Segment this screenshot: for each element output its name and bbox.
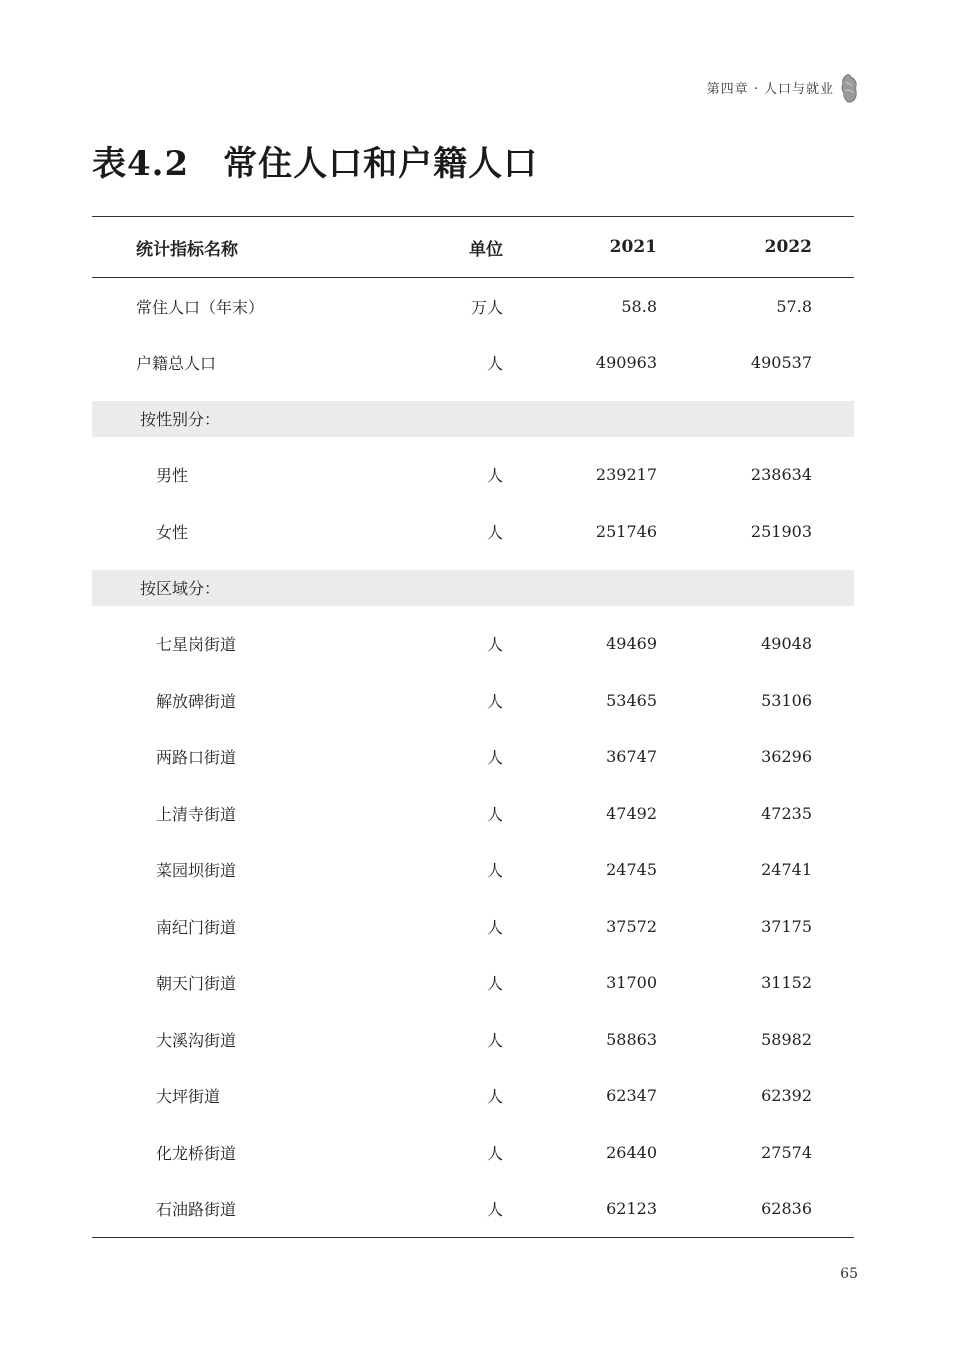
table-number: 表4.2 (92, 144, 190, 184)
cell-name: 大溪沟街道 (156, 1030, 237, 1050)
cell-unit: 人 (486, 861, 503, 881)
cell-unit: 人 (486, 691, 503, 711)
spacer-row (92, 437, 854, 447)
cell-unit: 人 (486, 466, 503, 486)
table-row (92, 334, 854, 391)
cell-2022: 27574 (761, 1142, 812, 1162)
table-title (92, 136, 538, 185)
spacer-row (92, 606, 854, 616)
cell-unit: 人 (486, 522, 503, 542)
cell-2021: 58.8 (621, 296, 657, 316)
cell-2021: 49469 (606, 634, 657, 654)
cell-name: 上清寺街道 (156, 804, 237, 824)
cell-name: 解放碑街道 (156, 691, 237, 711)
cell-2022: 490537 (750, 352, 812, 372)
cell-2021: 239217 (595, 465, 657, 485)
cell-2022: 238634 (750, 465, 812, 485)
cell-2022: 62392 (761, 1086, 812, 1106)
col-header-name: 统计指标名称 (92, 217, 442, 278)
cell-2022: 36296 (761, 747, 812, 767)
cell-name: 两路口街道 (156, 748, 237, 768)
cell-unit: 人 (486, 748, 503, 768)
cell-2021: 62123 (503, 1181, 658, 1238)
cell-name: 常住人口（年末） (136, 297, 265, 317)
cell-unit: 人 (486, 353, 503, 373)
table-row (92, 503, 854, 560)
cell-name: 女性 (156, 522, 189, 542)
cell-2022: 53106 (761, 690, 812, 710)
running-head: 第四章 · 人口与就业 (706, 82, 834, 97)
cell-unit: 人 (442, 1181, 503, 1238)
page-number: 65 (840, 1266, 858, 1282)
table-row (92, 785, 854, 842)
cell-2022: 57.8 (776, 296, 812, 316)
cell-unit: 人 (486, 1143, 503, 1163)
table-row (92, 955, 854, 1012)
cell-unit: 万人 (470, 297, 503, 317)
cell-2022: 47235 (761, 803, 812, 823)
cell-2021: 36747 (606, 747, 657, 767)
cell-2021: 37572 (606, 916, 657, 936)
col-header-unit: 单位 (442, 217, 503, 278)
cell-2021: 490963 (595, 352, 657, 372)
group-row (92, 401, 854, 437)
map-silhouette-icon (840, 74, 858, 104)
table-row (92, 1011, 854, 1068)
table-row (92, 1068, 854, 1125)
cell-name: 大坪街道 (156, 1087, 221, 1107)
cell-name: 南纪门街道 (156, 917, 237, 937)
table-row (92, 842, 854, 899)
table-row (92, 1124, 854, 1181)
cell-2022: 37175 (761, 916, 812, 936)
table-row (92, 616, 854, 673)
spacer-row (92, 391, 854, 401)
table-body (92, 278, 854, 1238)
table-row (92, 278, 854, 335)
cell-2021: 26440 (606, 1142, 657, 1162)
cell-unit: 人 (486, 804, 503, 824)
table-title-text: 常住人口和户籍人口 (223, 144, 539, 184)
table-row (92, 898, 854, 955)
cell-2021: 47492 (606, 803, 657, 823)
cell-2022: 62836 (658, 1181, 854, 1238)
table-row (92, 729, 854, 786)
table-row (92, 447, 854, 504)
cell-unit: 人 (486, 1087, 503, 1107)
cell-2021: 251746 (595, 521, 657, 541)
spacer-row (92, 560, 854, 570)
cell-unit: 人 (486, 635, 503, 655)
table-row (92, 672, 854, 729)
group-label: 按区域分： (92, 570, 442, 606)
cell-unit: 人 (486, 1030, 503, 1050)
cell-2022: 31152 (761, 973, 812, 993)
cell-unit: 人 (486, 917, 503, 937)
table-row (92, 1181, 854, 1238)
cell-unit: 人 (486, 974, 503, 994)
cell-name: 菜园坝街道 (156, 861, 237, 881)
population-table (92, 216, 854, 1238)
cell-2021: 24745 (606, 860, 657, 880)
col-header-2022: 2022 (658, 217, 854, 278)
cell-2022: 49048 (761, 634, 812, 654)
cell-2022: 251903 (750, 521, 812, 541)
cell-2021: 58863 (606, 1029, 657, 1049)
cell-name: 石油路街道 (92, 1181, 442, 1238)
group-row (92, 570, 854, 606)
cell-name: 户籍总人口 (136, 353, 217, 373)
cell-name: 七星岗街道 (156, 635, 237, 655)
cell-2022: 58982 (761, 1029, 812, 1049)
cell-name: 朝天门街道 (156, 974, 237, 994)
table-header-row (92, 217, 854, 278)
cell-name: 男性 (156, 466, 189, 486)
cell-2021: 62347 (606, 1086, 657, 1106)
cell-name: 化龙桥街道 (156, 1143, 237, 1163)
group-label: 按性别分： (92, 401, 442, 437)
cell-2021: 31700 (606, 973, 657, 993)
cell-2022: 24741 (761, 860, 812, 880)
col-header-2021: 2021 (503, 217, 658, 278)
cell-2021: 53465 (606, 690, 657, 710)
